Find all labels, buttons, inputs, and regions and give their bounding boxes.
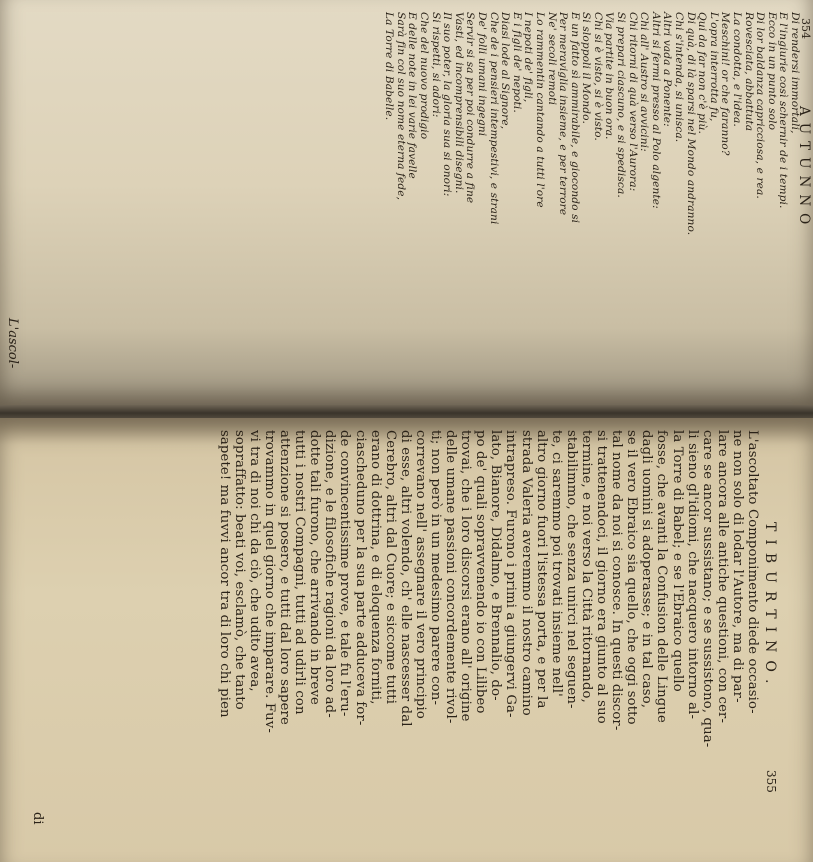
left-line: De' folli umani ingegni [475,12,488,137]
left-line: E delle note in lei varie favelle [406,12,419,179]
left-line: Servir si sa per poi condurre a fine [464,12,477,204]
right-line: dizione, e le filosofiche ragioni da loro ad- [322,430,338,718]
left-line: E un fatto sì ammirabile, e giocondo si [568,12,581,224]
right-line: dagli uomini si adoperasse; e in tal caso, [639,430,655,709]
left-line: Chi ritorni di quà verso l'Aurora: [626,12,639,192]
left-line: Per meraviglia insieme, e per terrore [557,12,570,216]
right-line: trovammo in quel giorno che imparare. Fuv- [262,430,277,733]
right-line: correvano nell' assegnare il vero principio [412,430,428,719]
right-line: stabilimmo, che senza unirci nel seguen- [563,430,579,709]
left-line: E l'ingiurie così schernir de i tempi. [777,12,790,209]
left-line: Chi s'intenda, si unisca. [673,12,686,143]
right-line: si trattenendoci, il giorno era giunto al suo [594,430,610,724]
left-line: La condotta, e l'idea. [731,12,744,127]
right-line: te, ci saremmo poi trovati insieme nell' [548,430,564,697]
right-line: care se ancor sussistano; e se sussistono, qua- [699,430,715,748]
left-line: Chi si è visto, si è visto. [591,12,604,141]
left-line: Ne' secoli remoti [545,12,558,106]
right-line: ti; non però in un medesimo parere con- [428,430,444,706]
right-line: dotte tali furono, che arrivando in breve [307,430,323,705]
right-line: attenzione si posero, e tutti dal loro sapere [277,430,293,725]
left-line: Di quà, di là sparsi nel Mondo andranno. [684,12,697,236]
left-catchword: L'ascol- [5,318,20,369]
right-page-prose [217,430,760,840]
left-line: Diasi lode al Signore, [499,12,512,130]
right-line: trovai, che i loro discorsi erano all' origine [458,430,474,722]
right-line: lato, Bianore, Didalmo, e Brennalio, do- [488,430,504,701]
right-catchword: di [30,812,45,825]
right-line: sopraffatto: beati voi, esclamò, che tanto [231,430,247,710]
left-line: Si prepari ciascuno, e si spedisca. [615,12,628,198]
right-line: tutti i nostri Compagni, tutti ad udirli con [292,430,308,715]
right-line: Cerebro, altri dal Cuore; e siccome tutti [382,430,398,705]
right-line: ciascheduno per la sua parte adduceva for- [352,430,368,726]
left-line: Sarà fin col suo nome eterna fede, [394,12,407,201]
left-line: Che de i pensieri intempestivi, e strani [487,12,500,225]
right-line: delle umane passioni concordemente rivol- [443,430,459,724]
right-line: se il vero Ebraico sia quello, che oggi sotto [624,430,640,725]
left-line: Qui da far non c'è più. [696,12,709,134]
left-line: Via partite in buon ora. [603,12,616,140]
right-line: intrapreso. Furono i primi a giungervi Ga- [503,430,519,718]
right-line: lare ancora alle antiche questioni, con cer- [714,430,730,724]
left-line: Si sloppoli il Mondo. [580,12,593,124]
left-line: Rovesciata, abbattuta [742,12,755,132]
right-line: ne non solo di lodar l'Autore, ma di par- [729,430,745,703]
left-line: Altri si fermi presso al Polo algente: [649,12,662,209]
right-line: erano di dottrina, e di eloquenza forniti, [367,430,383,705]
left-page [0,0,813,410]
right-line: sapete! ma fuvvi ancor tra di loro chi pien [216,430,232,718]
left-line: Altri vada a Ponente: [661,12,674,127]
left-line: Il suo poter, la gloria sua si onori: [441,12,454,197]
left-line: L'opra interrotta fu, [707,12,720,122]
right-line: de convincentissime prove, e tale fu l'eru- [337,430,353,717]
right-running-title: TIBURTINO. [762,522,778,692]
left-line: Meschini! or che farannο? [719,12,732,156]
right-line: po de' quali sopravvenendo io con Lilibeo [473,430,489,714]
right-line: strada Valeria averemmo il nostro camino [518,430,534,716]
left-line: Lo rammentin cantando a tutti l'ore [533,12,546,208]
left-line: Che del nuovo prodigio [418,12,430,140]
right-page-number: 355 [764,770,778,793]
right-line: la Torre di Babel; e se l'Ebraico quello [669,430,685,692]
left-line: Vasti, ed incomprensibili disegni. [452,12,465,194]
left-running-title: AUTUNNO [796,106,812,232]
left-page-number: 354 [799,18,812,39]
left-line: Si rispetti, si adori: [429,12,442,118]
right-line: termine, e noi verso la Città ritornando, [578,430,594,703]
left-line: Di lor baldanza capricciosa, e rea. [754,12,767,199]
left-line: La Torre di Babelle. [383,12,396,121]
left-line: E i figli de' nepoti. [510,12,523,113]
left-line: Chi all' Austro si avvicini: [638,12,651,152]
right-line: fosse, che avanti la Confusion delle Lingue [654,430,670,723]
right-line: di esse, altri volendo, ch' elle nascesser dal [397,430,413,727]
left-line: I nepoti de' figli, [522,12,535,103]
right-line: tal nome da noi si conosce. In questi discor- [609,430,625,731]
right-line: altro giorno fuori l'istessa porta, e per la [533,430,549,709]
left-page-poem [383,12,800,312]
left-line: Di rendersi immortali, [789,12,801,134]
right-line: vi tra di noi chi da ciò, che udito avea, [246,430,262,692]
right-line: L'ascoltato Componimento diede occasio- [745,430,760,714]
left-line: Ecco in un punto solo [765,12,778,131]
right-line: li sieno gl'idiomi, che nacquero intorno al- [684,430,700,720]
